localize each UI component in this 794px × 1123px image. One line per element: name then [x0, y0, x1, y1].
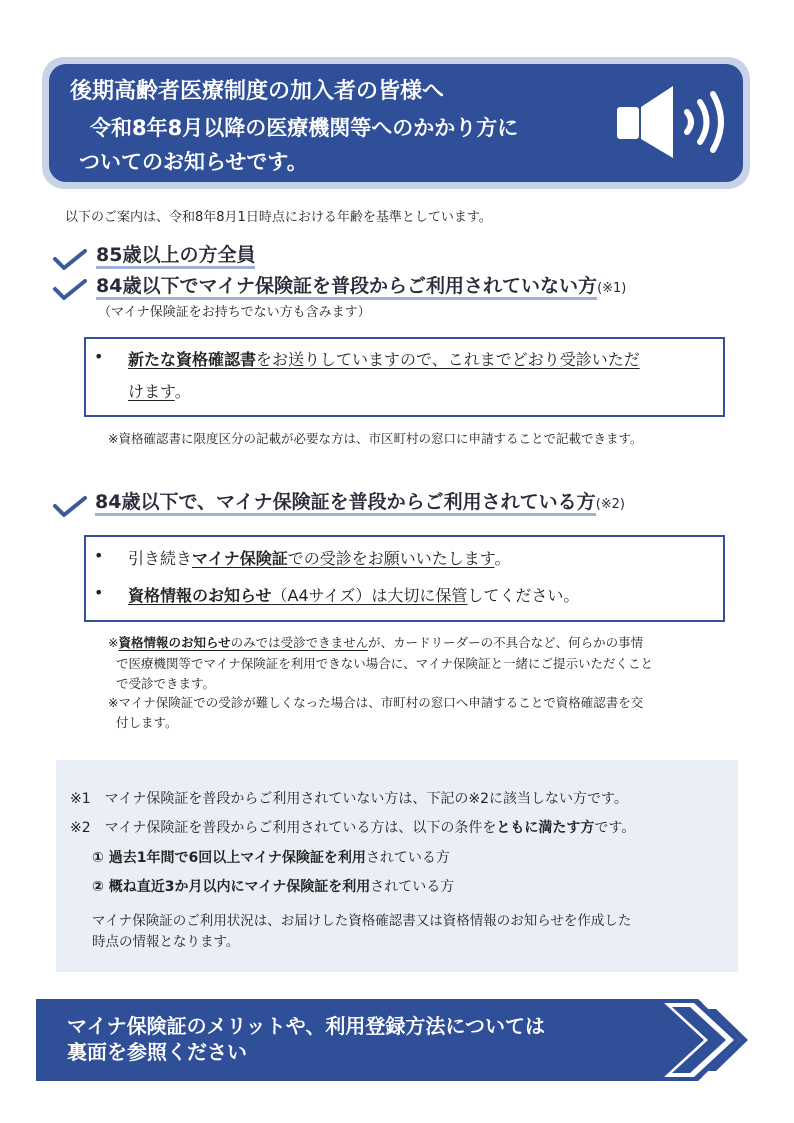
banner-line2: 裏面を参照ください: [67, 1040, 247, 1064]
condition-bold: ① 過去1年間で6回以上マイナ保険証を利用: [92, 850, 366, 866]
definition-bold: ともに満たす方: [496, 820, 595, 836]
bullet-text-end: してください。: [467, 586, 580, 605]
condition-2: [92, 876, 454, 896]
bullet-text: （A4サイズ）は大切に保管: [271, 586, 468, 605]
eligibility-84-nonuser-label: 84歳以下でマイナ保険証を普段からご利用されていない方: [96, 275, 597, 300]
usage-note-line2: 時点の情報となります。: [92, 934, 240, 950]
footnote-line: で医療機関等でマイナ保険証を利用できない場合に、マイナ保険証と一緒にご提示いただくこと: [116, 656, 654, 671]
eligibility-item-85-over: [96, 240, 255, 267]
note-ref-2: (※2): [595, 497, 625, 512]
definition-text: ※2 マイナ保険証を普段からご利用されている方は、以下の条件を: [70, 820, 497, 836]
header-banner: [49, 64, 743, 182]
bullet-text-end: 。: [174, 382, 191, 401]
eligibility-84-user-label: 84歳以下で、マイナ保険証を普段からご利用されている方: [95, 491, 596, 516]
bullet-text-end: 。: [494, 549, 511, 568]
condition-text: されている方: [365, 850, 450, 866]
check-icon: [52, 494, 88, 518]
bullet-text: けます: [128, 382, 175, 401]
info-box-2: • 引き続きマイナ保険証での受診をお願いいたします。 • 資格情報のお知らせ（A4サイズ）は大切に保管してください。: [84, 535, 725, 622]
eligibility-85-label: 85歳以上の方全員: [96, 244, 255, 269]
definition-1: ※1 マイナ保険証を普段からご利用されていない方は、下記の※2に該当しない方です。: [70, 791, 628, 807]
footnote-mark: ※: [108, 635, 119, 650]
bullet-text: をお送りしていますので、これまでどおり受診いただ: [256, 350, 640, 369]
definition-text-end: です。: [594, 820, 636, 836]
usage-note-line1: マイナ保険証のご利用状況は、お届けした資格確認書又は資格情報のお知らせを作成した: [92, 913, 632, 929]
speaker-icon: [615, 82, 725, 162]
banner-line1: マイナ保険証のメリットや、利用登録方法については: [67, 1014, 545, 1038]
eligibility-sub-note: （マイナ保険証をお持ちでない方も含みます）: [98, 305, 371, 320]
condition-text: されている方: [370, 879, 455, 895]
definitions-panel: [56, 760, 738, 972]
footnote-bold: 資格情報のお知らせ: [118, 635, 231, 650]
header-subtitle-line2: ついてのお知らせです。: [79, 150, 308, 174]
note-ref-1: (※1): [597, 281, 627, 296]
definition-2: [70, 817, 635, 837]
condition-bold: ② 概ね直近3か月以内にマイナ保険証を利用: [92, 879, 371, 895]
back-page-banner: [36, 999, 698, 1081]
header-title: 後期高齢者医療制度の加入者の皆様へ: [70, 79, 445, 104]
info-box-1: • 新たな資格確認書をお送りしていますので、これまでどおり受診いただ けます。: [84, 337, 725, 417]
info-notice-label: 資格情報のお知らせ: [128, 586, 272, 605]
condition-1: [92, 847, 450, 867]
eligibility-item-84-nonuser: [96, 271, 626, 298]
bullet-text: 引き続き: [128, 549, 193, 568]
new-certificate-label: 新たな資格確認書: [128, 350, 257, 369]
header-subtitle-line1: 令和8年8月以降の医療機関等へのかかり方に: [90, 116, 519, 140]
banner-text: [67, 1013, 545, 1065]
footnote-line: で受診できます。: [116, 676, 216, 691]
bullet-text: での受診をお願いいたします: [287, 549, 495, 568]
footnote: ※マイナ保険証での受診が難しくなった場合は、市町村の窓口へ申請することで資格確認書を交: [108, 695, 644, 710]
footnote: ※資格確認書に限度区分の記載が必要な方は、市区町村の窓口に申請することで記載できます。: [108, 431, 643, 446]
footnote-line: 付します。: [116, 715, 178, 730]
double-chevron-icon: [650, 999, 760, 1081]
footnote: [108, 634, 643, 652]
footnote-text: が、カードリーダーの不具合など、何らかの事情: [368, 635, 644, 650]
footnote-underline: のみでは受診できません: [230, 635, 369, 650]
bullet-continuation: [128, 379, 191, 402]
my-number-card-label: マイナ保険証: [192, 549, 288, 568]
eligibility-item-84-user: [95, 487, 625, 514]
check-icon: [52, 277, 88, 301]
check-icon: [52, 247, 88, 271]
intro-text: 以下のご案内は、令和8年8月1日時点における年齢を基準としています。: [65, 210, 492, 225]
